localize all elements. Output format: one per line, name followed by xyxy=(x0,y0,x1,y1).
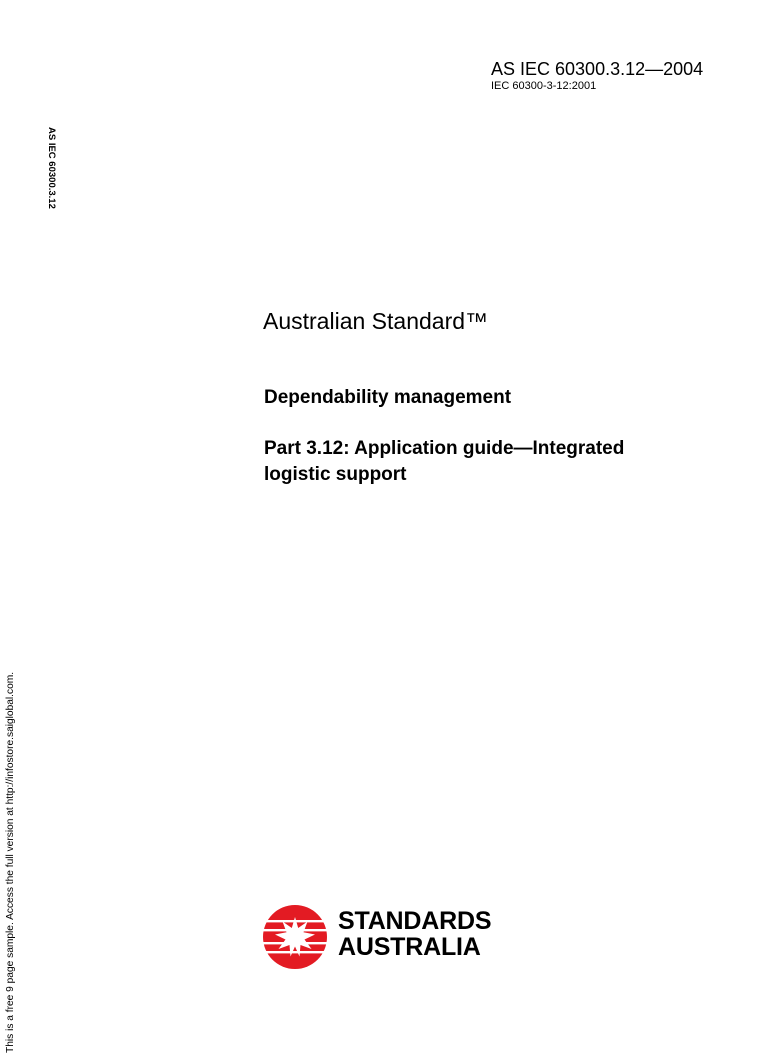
logo-line-2: AUSTRALIA xyxy=(338,933,481,961)
spine-code xyxy=(44,127,58,227)
logo-line-1: STANDARDS xyxy=(338,907,492,935)
logo-band-4 xyxy=(262,951,328,953)
logo-wordmark xyxy=(338,908,491,960)
standard-number: AS IEC 60300.3.12—2004 xyxy=(491,59,704,79)
part-title xyxy=(264,436,734,488)
document-title: Dependability management xyxy=(264,387,512,408)
part-title-line-1: Part 3.12: Application guide—Integrated xyxy=(264,438,625,459)
standards-australia-logo xyxy=(262,902,492,968)
iec-number: IEC 60300-3-12:2001 xyxy=(491,80,597,92)
sample-note xyxy=(5,325,17,1053)
logo-star-icon xyxy=(262,904,328,970)
part-title-line-2: logistic support xyxy=(264,464,407,485)
brand-line: Australian Standard™ xyxy=(263,308,489,334)
sample-note-text: This is a free 9 page sample. Access the full version at http://infostore.saiglobal.com. xyxy=(5,671,16,1053)
spine-code-text: AS IEC 60300.3.12 xyxy=(46,127,57,209)
